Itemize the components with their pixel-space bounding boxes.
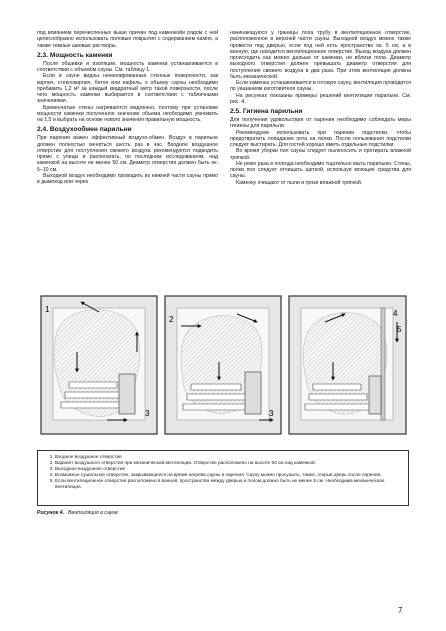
continuation-paragraph: начинающуюся у границы пола трубу в вентиляционное отверстие, расположенное в верхней части сауны. Выходной воздух можно также провести под дверью, если под ней есть пространство ок. 5 см, а в ванную, где находится вентиляционное отверстие. Выход воздуха должен происходить как можно дальше от каменки, но вблизи пола. Диаметр выходного отверстия должен превышать диаметр отверстия для поступления свежего воздуха в два раза. При этом вентиляция должна быть механической. bbox=[230, 30, 411, 80]
section-2-3-paragraph: Если в сауне видны неизолированные стенные поверхности, как кирпич, стеклокирпич, бетон или кафель, к объему сауны необходимо прибавить 1,2 м³ за каждый квадратный метр такой поверхности, после чего мощность каменки выбирается в соответствии с табличными значениями. bbox=[37, 73, 218, 105]
diagram-label-3: 3 bbox=[269, 409, 274, 418]
section-2-4-paragraph: При парении важен эффективный воздухо-обмен. Воздух в парильне должен полностью меняться шесть раз в час. Входное воздушное отверстие для поступления свежего воздуха рекомендуется подводить прямо с улицы и располагать, по последним исследованиям, над каменкой на высоте не менее 50 см. Диаметр отверстия должен быть ок. 5–10 см. bbox=[37, 135, 218, 173]
figure-legend bbox=[37, 450, 409, 506]
diagram-label-4: 4 bbox=[393, 309, 398, 318]
diagram-label-5: 5 bbox=[397, 325, 402, 334]
sauna-ventilation-figure bbox=[37, 292, 410, 452]
section-2-4-heading: 2.4. Воздухообмен парильни bbox=[37, 126, 132, 134]
sauna-diagram-3 bbox=[285, 292, 410, 440]
legend-item: 2. Вариант воздушного отверстия при механической вентиляции. Отверстие расположено на высоте 50 см над каменкой. bbox=[55, 460, 402, 466]
left-text-column bbox=[37, 30, 218, 185]
page-number: 7 bbox=[398, 606, 403, 615]
section-2-3-heading: 2.3. Мощность каменки bbox=[37, 51, 113, 59]
legend-item: 4. Возможное сушильное отверстие, закрывающееся на время нагрева сауны и парения. Сауну можно просушить, также, открыв дверь после парения. bbox=[55, 472, 402, 478]
legend-item: 5. Если вентиляционное отверстие расположено в ванной, пространство между дверью и полом должно быть не менее 5 см. Необходима механическая вентиляция. bbox=[55, 478, 402, 490]
diagram-label-2: 2 bbox=[169, 315, 174, 324]
section-2-4-paragraph: Выходной воздух необходимо проводить из нижней части сауны прямо в дымоход или через bbox=[37, 172, 218, 185]
legend-item: 1. Входное воздушное отверстие bbox=[55, 454, 402, 460]
legend-item: 3. Выходное воздушное отверстие bbox=[55, 466, 402, 472]
section-2-5-paragraph: Каменку очищают от пыли и грязи влажной тряпкой. bbox=[236, 179, 363, 186]
continuation-paragraph: На рисунках показаны примеры решений вентиляции парильни. См. рис. 4. bbox=[230, 92, 411, 105]
sauna-diagram-2 bbox=[161, 292, 285, 440]
section-2-5-paragraph: Не реже раза в полгода необходимо тщательно мыть парильню. Стены, полки пол следует отчищать щеткой, используя моющие средства для сауны. bbox=[230, 160, 411, 180]
section-2-5-paragraph: Рекомендуем использовать при парении подстилки, чтобы предотвратить попадание пота на полки. После пользования подстилки следует выстирать. Для гостей хорошо иметь отдельные подстилки. bbox=[230, 129, 411, 148]
diagram-label-3: 3 bbox=[145, 409, 150, 418]
figure-caption-title: Вентиляция в сауне bbox=[68, 510, 118, 516]
continuation-paragraph: Если каменка устанавливается в готовую сауну, вентиляция проводится по указаниям изготовителя сауны. bbox=[230, 80, 411, 93]
figure-caption-label: Рисунок 4. bbox=[37, 510, 65, 516]
intro-paragraph: под влиянием перечисленных выше причин под каменкойи рядом с ней целесообразно использовать половые покрытия с содержанием камня, а также темные швовые растворы. bbox=[37, 30, 218, 49]
section-2-5-heading: 2.5. Гигиена парильни bbox=[230, 108, 303, 115]
figure-caption bbox=[37, 510, 118, 516]
sauna-diagram-1 bbox=[37, 292, 161, 440]
section-2-5-paragraph: Во время уборки пол сауны следует пылесосить и протирать влажной тряпкой. bbox=[230, 148, 411, 161]
diagram-label-1: 1 bbox=[45, 305, 50, 314]
section-2-3-paragraph: Бревенчатые стены нагреваются медленно, поэтому при установке мощности каменки полученное значение объема необходимо умножить на 1,5 и выбрать на основе нового значения правильную мощность. bbox=[37, 104, 218, 123]
section-2-5-paragraph: Для получения удовольствия от парения необходимо соблюдать меры гигиены для парильни. bbox=[230, 117, 411, 130]
right-text-column bbox=[230, 30, 411, 186]
section-2-3-paragraph: После обшивки и изоляции, мощность каменки устанавливается в соответствии с объемом сауны. См. таблицу 1. bbox=[37, 60, 218, 73]
